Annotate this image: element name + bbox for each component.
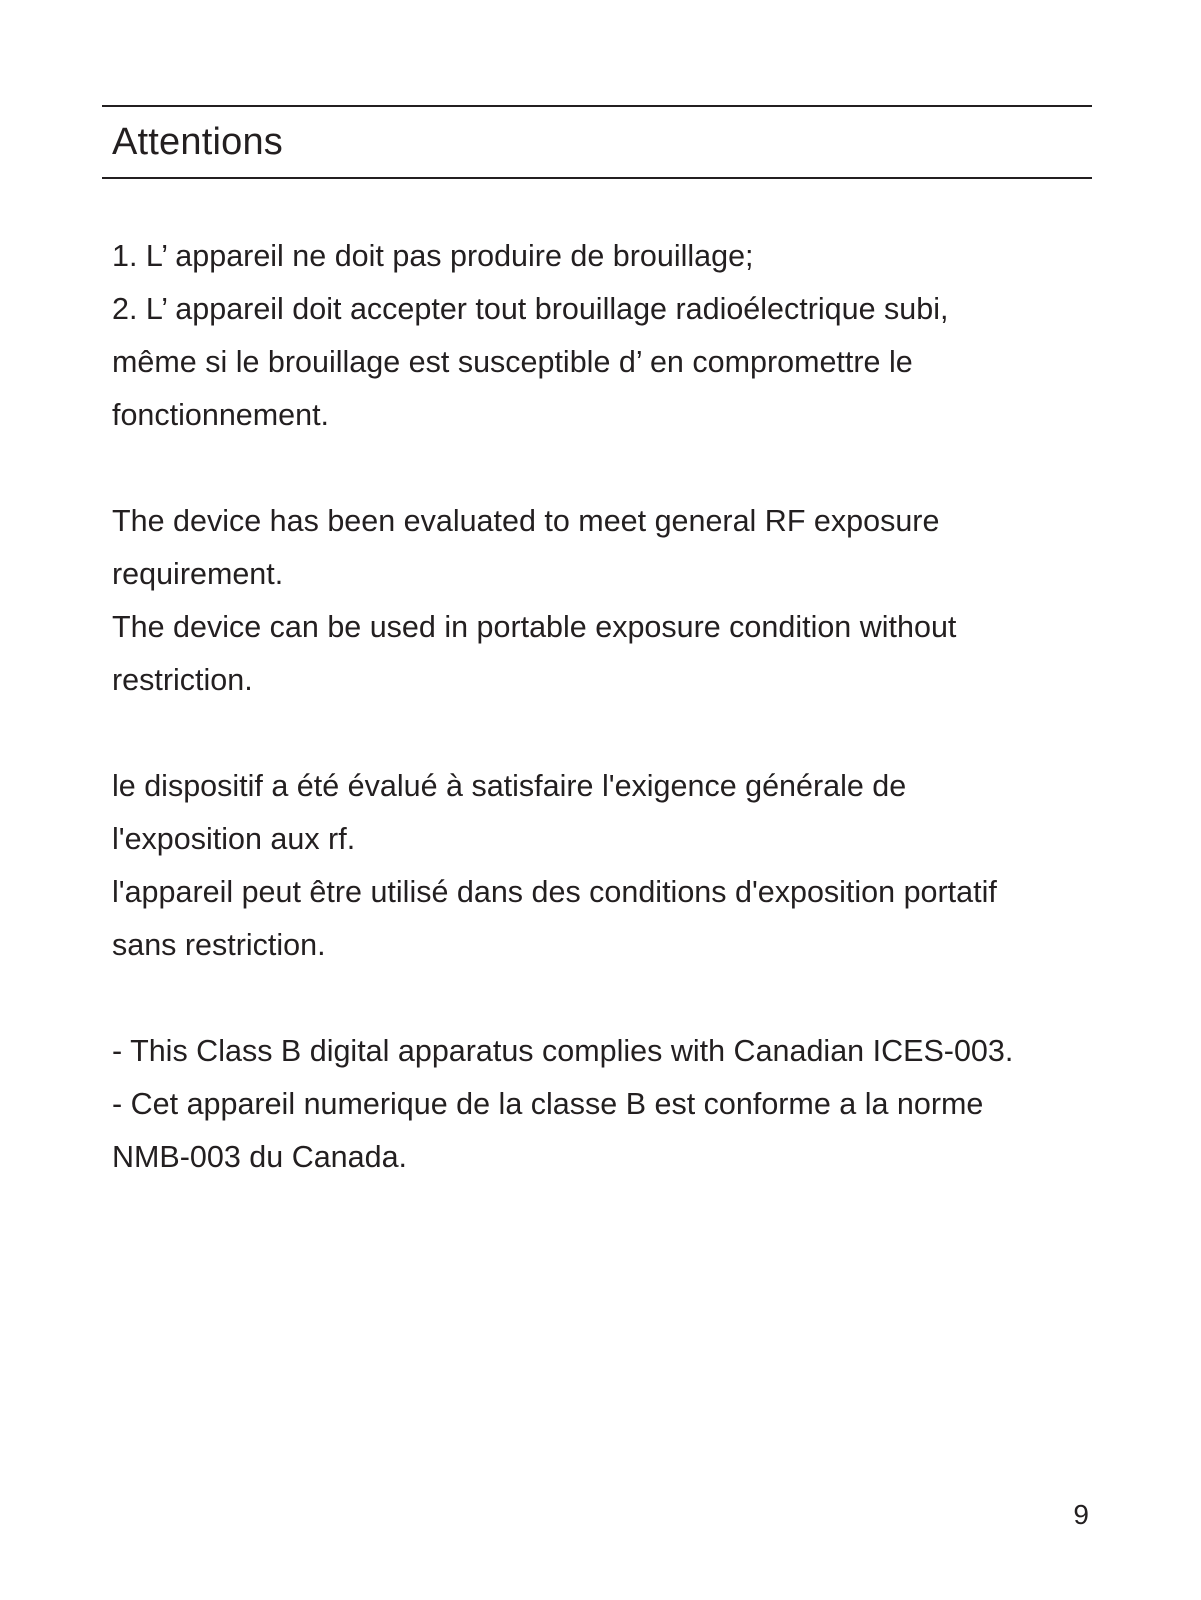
text-line: fonctionnement. [112, 398, 330, 432]
paragraph-rf-exposure-en [112, 495, 1092, 707]
text-line: The device can be used in portable exposure condition without [112, 610, 957, 644]
heading-top-rule [102, 105, 1092, 107]
text-line: 1. L’ appareil ne doit pas produire de brouillage; [112, 239, 754, 273]
text-line: - This Class B digital apparatus complies with Canadian ICES-003. [112, 1034, 1014, 1068]
paragraph-gap [112, 442, 1092, 495]
text-line: restriction. [112, 663, 253, 697]
page-number: 9 [1073, 1499, 1089, 1530]
heading-bottom-rule [102, 177, 1092, 179]
text-line: NMB-003 du Canada. [112, 1140, 408, 1174]
text-line: - Cet appareil numerique de la classe B est conforme a la norme [112, 1087, 984, 1121]
document-body [112, 230, 1092, 1184]
paragraph-rf-exposure-fr [112, 760, 1092, 972]
text-line: requirement. [112, 557, 284, 591]
text-line: l'exposition aux rf. [112, 822, 356, 856]
text-line: sans restriction. [112, 928, 326, 962]
paragraph-gap [112, 707, 1092, 760]
text-line: le dispositif a été évalué à satisfaire l'exigence générale de [112, 769, 907, 803]
text-line: même si le brouillage est susceptible d’ en compromettre le [112, 345, 913, 379]
text-line: 2. L’ appareil doit accepter tout brouillage radioélectrique subi, [112, 292, 949, 326]
text-line: l'appareil peut être utilisé dans des conditions d'exposition portatif [112, 875, 997, 909]
paragraph-interference-fr [112, 230, 1092, 442]
text-line: The device has been evaluated to meet general RF exposure [112, 504, 940, 538]
paragraph-class-b-compliance [112, 1025, 1092, 1184]
section-heading: Attentions [112, 121, 283, 163]
paragraph-gap [112, 972, 1092, 1025]
